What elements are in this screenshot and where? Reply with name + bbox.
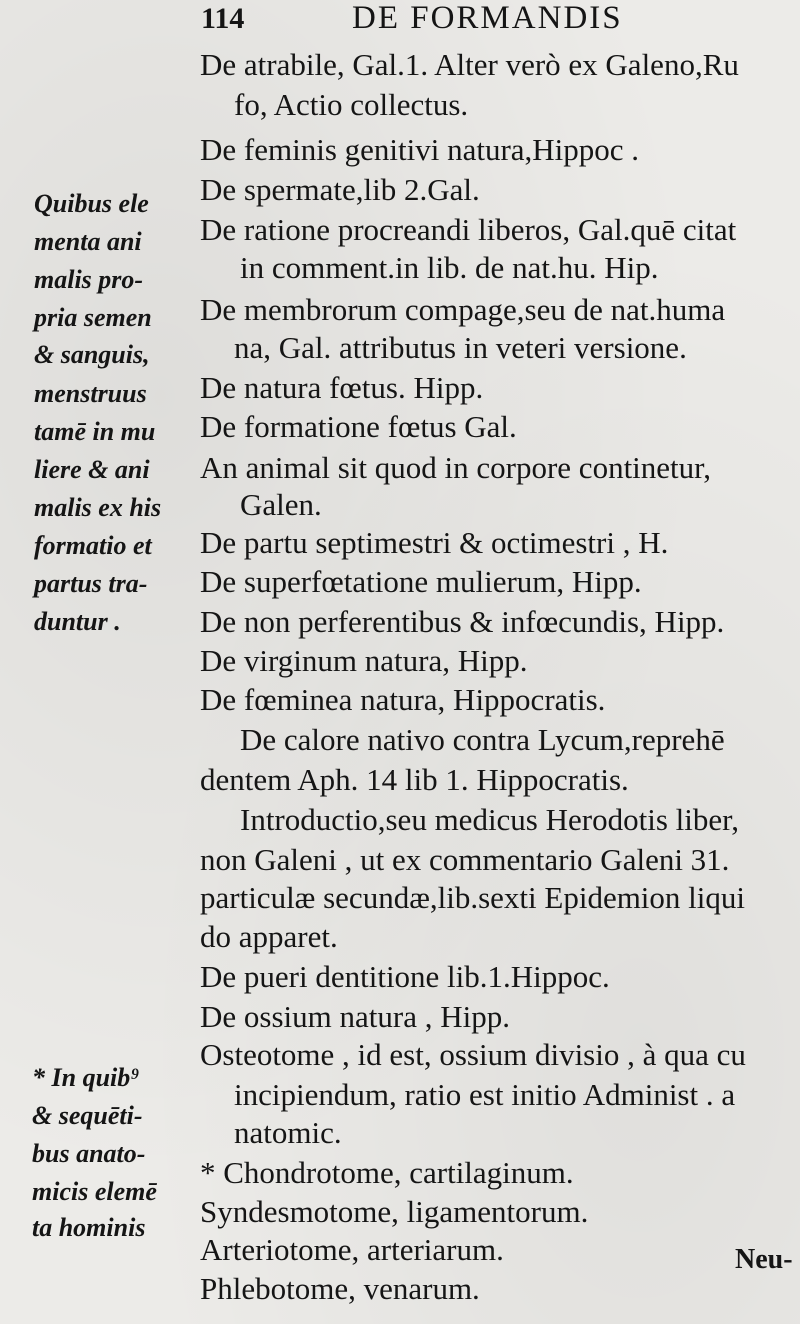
text-line: Introductio,seu medicus Herodotis liber, xyxy=(240,802,739,837)
text-line: De formatione fœtus Gal. xyxy=(200,409,517,444)
text-line: particulæ secundæ,lib.sexti Epidemion liqui xyxy=(200,880,746,915)
margin-note-line: duntur . xyxy=(34,607,121,636)
margin-note-line: formatio et xyxy=(34,531,152,560)
text-line: De partu septimestri & octimestri , H. xyxy=(200,525,669,560)
margin-note-line: menta ani xyxy=(34,227,142,256)
text-line: Galen. xyxy=(240,487,322,522)
text-line: De fœminea natura, Hippocratis. xyxy=(200,682,606,717)
text-line: na, Gal. attributus in veteri versione. xyxy=(234,330,687,365)
text-line: Arteriotome, arteriarum. xyxy=(200,1232,504,1267)
margin-note-line: pria semen xyxy=(34,303,152,332)
text-line: fo, Actio collectus. xyxy=(234,87,469,122)
running-title: DE FORMANDIS xyxy=(352,0,623,36)
margin-note-line: * In quib⁹ xyxy=(32,1063,140,1092)
text-line: De natura fœtus. Hipp. xyxy=(200,370,484,405)
catchword: Neu- xyxy=(735,1244,793,1275)
text-line: incipiendum, ratio est initio Administ . a xyxy=(234,1077,736,1112)
margin-note-line: & sanguis, xyxy=(34,340,150,369)
margin-note-line: malis ex his xyxy=(34,493,162,522)
text-line: De ossium natura , Hipp. xyxy=(200,999,510,1034)
text-line: De calore nativo contra Lycum,reprehē xyxy=(240,722,725,757)
text-line: De membrorum compage,seu de nat.huma xyxy=(200,292,726,327)
margin-note-line: tamē in mu xyxy=(34,417,156,446)
text-line: De feminis genitivi natura,Hippoc . xyxy=(200,132,640,167)
text-line: De virginum natura, Hipp. xyxy=(200,643,528,678)
text-line: in comment.in lib. de nat.hu. Hip. xyxy=(240,250,659,285)
text-line: De spermate,lib 2.Gal. xyxy=(200,172,480,207)
margin-note-line: & sequēti- xyxy=(32,1101,143,1130)
margin-note-line: partus tra- xyxy=(34,569,148,598)
text-line: Syndesmotome, ligamentorum. xyxy=(200,1194,589,1229)
marginal-notes xyxy=(0,0,195,1324)
page-number: 114 xyxy=(201,2,245,35)
margin-note-line: ta hominis xyxy=(32,1213,146,1242)
text-line: natomic. xyxy=(234,1115,342,1150)
margin-note-line: malis pro- xyxy=(34,265,144,294)
text-line: dentem Aph. 14 lib 1. Hippocratis. xyxy=(200,762,629,797)
text-line: do apparet. xyxy=(200,919,338,954)
margin-note-line: menstruus xyxy=(34,379,147,408)
margin-note-line: micis elemē xyxy=(32,1177,157,1206)
margin-note-line: Quibus ele xyxy=(34,189,149,218)
margin-note-line: liere & ani xyxy=(34,455,150,484)
text-line: Osteotome , id est, ossium divisio , à qua cu xyxy=(200,1037,746,1072)
margin-note-line: bus anato- xyxy=(32,1139,146,1168)
text-line: De atrabile, Gal.1. Alter verò ex Galeno,Ru xyxy=(200,47,739,82)
text-line: De pueri dentitione lib.1.Hippoc. xyxy=(200,959,610,994)
text-line: De non perferentibus & infœcundis, Hipp. xyxy=(200,604,725,639)
text-line: De superfœtatione mulierum, Hipp. xyxy=(200,564,642,599)
text-line: Phlebotome, venarum. xyxy=(200,1271,480,1306)
text-line: An animal sit quod in corpore continetur, xyxy=(200,450,712,485)
text-line: De ratione procreandi liberos, Gal.quē citat xyxy=(200,212,737,247)
text-line: * Chondrotome, cartilaginum. xyxy=(200,1155,574,1190)
text-line: non Galeni , ut ex commentario Galeni 31. xyxy=(200,842,730,877)
